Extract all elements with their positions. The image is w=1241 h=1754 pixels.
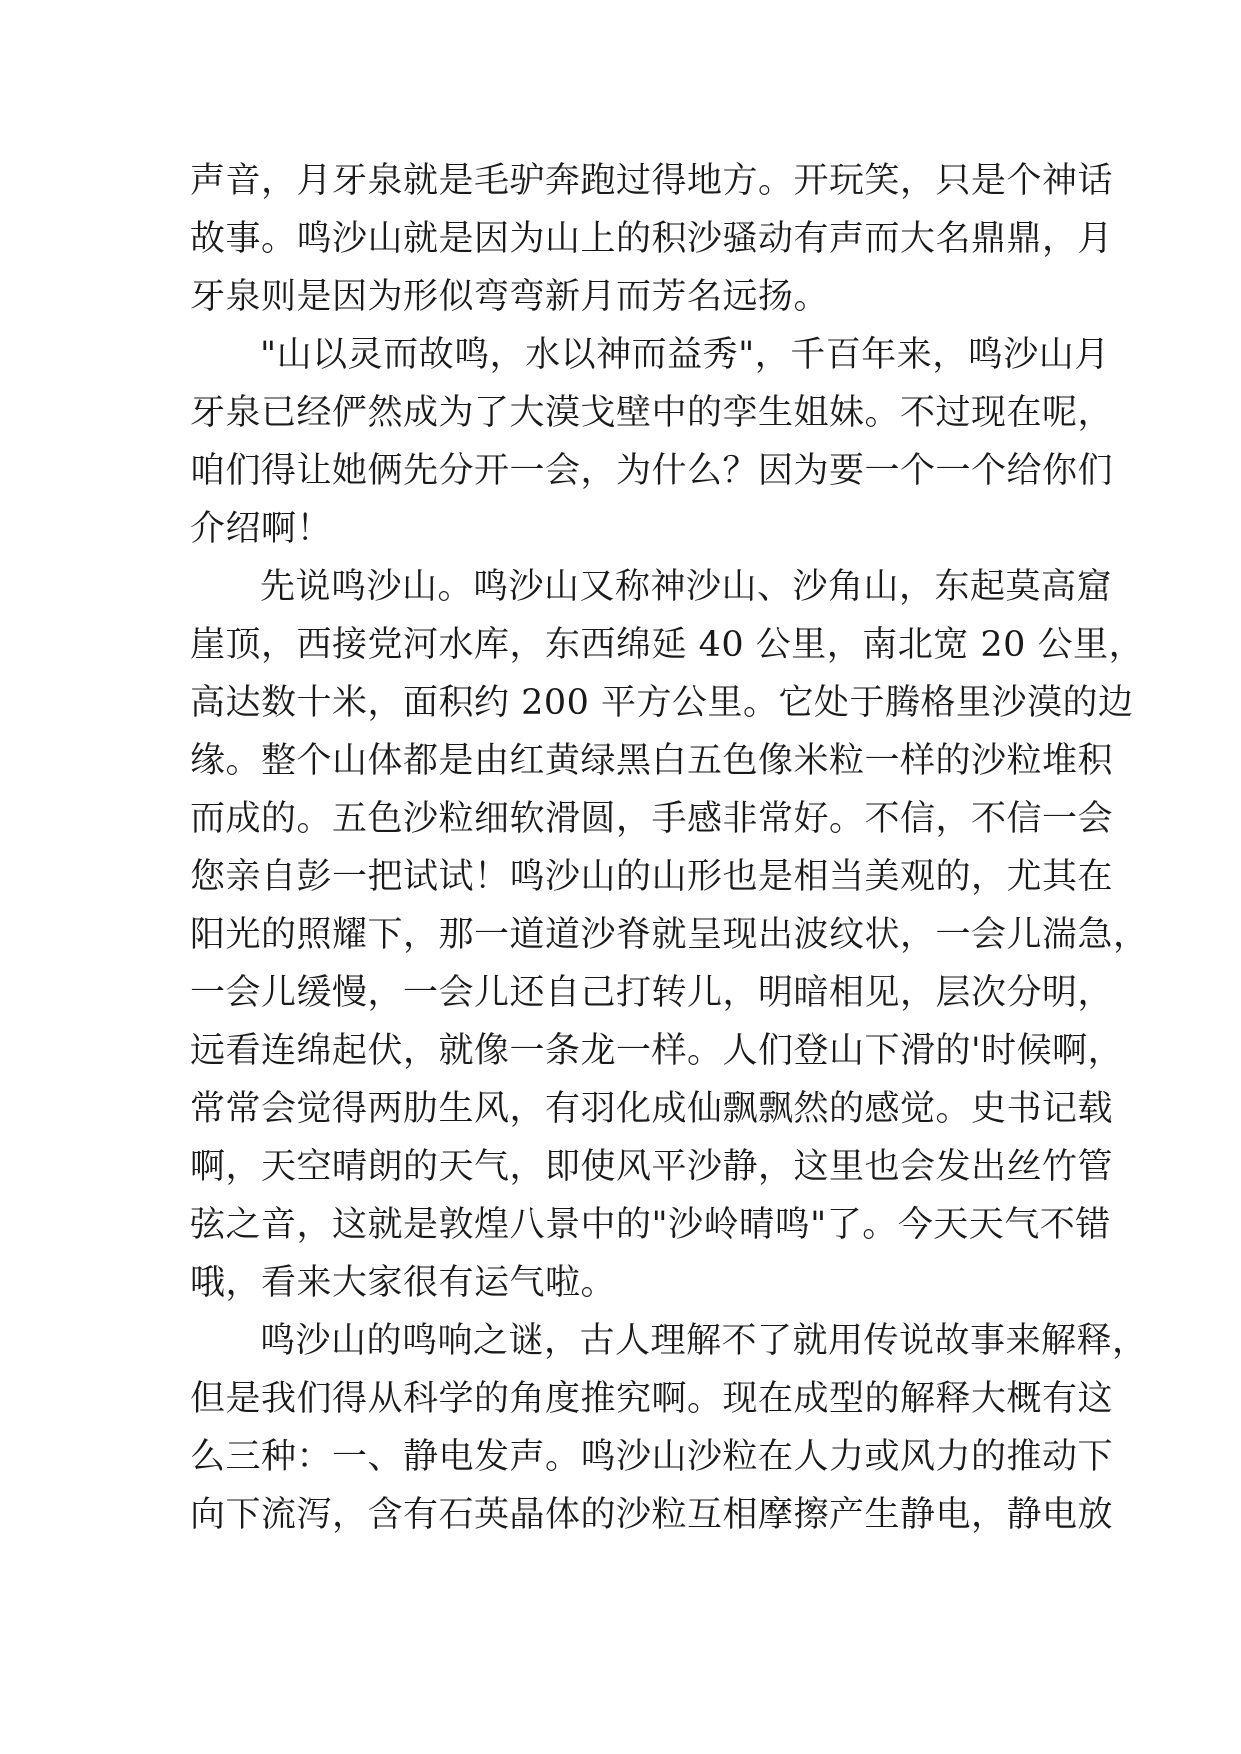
text-line: 牙泉已经俨然成为了大漠戈壁中的孪生姐妹。不过现在呢， — [190, 393, 1114, 433]
text-line: 鸣沙山的鸣响之谜，古人理解不了就用传说故事来解释， — [260, 1321, 1148, 1361]
text-line: 么三种：一、静电发声。鸣沙山沙粒在人力或风力的推动下 — [190, 1437, 1114, 1477]
text-line: 啊，天空晴朗的天气，即使风平沙静，这里也会发出丝竹管 — [190, 1147, 1114, 1187]
text-line: 您亲自彭一把试试！鸣沙山的山形也是相当美观的，尤其在 — [190, 857, 1114, 897]
text-line: 故事。鸣沙山就是因为山上的积沙骚动有声而大名鼎鼎，月 — [190, 219, 1114, 259]
text-line: 哦，看来大家很有运气啦。 — [190, 1263, 617, 1303]
text-line: 咱们得让她俩先分开一会，为什么？因为要一个一个给你们 — [190, 451, 1114, 491]
text-line: 一会儿缓慢，一会儿还自己打转儿，明暗相见，层次分明， — [190, 973, 1114, 1013]
text-line: 阳光的照耀下，那一道道沙脊就呈现出波纹状，一会儿湍急， — [190, 915, 1149, 955]
text-line: 而成的。五色沙粒细软滑圆，手感非常好。不信，不信一会 — [190, 799, 1114, 839]
body-text — [190, 152, 1149, 1544]
text-line: 缘。整个山体都是由红黄绿黑白五色像米粒一样的沙粒堆积 — [190, 741, 1114, 781]
text-line: 高达数十米，面积约 200 平方公里。它处于腾格里沙漠的边 — [190, 683, 1134, 723]
text-line: 牙泉则是因为形似弯弯新月而芳名远扬。 — [190, 277, 830, 317]
text-line: 远看连绵起伏，就像一条龙一样。人们登山下滑的'时候啊， — [190, 1031, 1124, 1071]
text-line: 常常会觉得两肋生风，有羽化成仙飘飘然的感觉。史书记载 — [190, 1089, 1114, 1129]
text-line: 向下流泻，含有石英晶体的沙粒互相摩擦产生静电，静电放 — [190, 1495, 1114, 1535]
text-line: 声音，月牙泉就是毛驴奔跑过得地方。开玩笑，只是个神话 — [190, 161, 1114, 201]
text-line: 弦之音，这就是敦煌八景中的"沙岭晴鸣"了。今天天气不错 — [190, 1205, 1111, 1245]
text-line: 但是我们得从科学的角度推究啊。现在成型的解释大概有这 — [190, 1379, 1114, 1419]
text-line: 介绍啊！ — [190, 509, 333, 549]
text-line: "山以灵而故鸣，水以神而益秀"，千百年来，鸣沙山月 — [260, 335, 1110, 375]
text-line: 先说鸣沙山。鸣沙山又称神沙山、沙角山，东起莫高窟 — [260, 567, 1113, 607]
text-line: 崖顶，西接党河水库，东西绵延 40 公里，南北宽 20 公里， — [190, 625, 1145, 665]
